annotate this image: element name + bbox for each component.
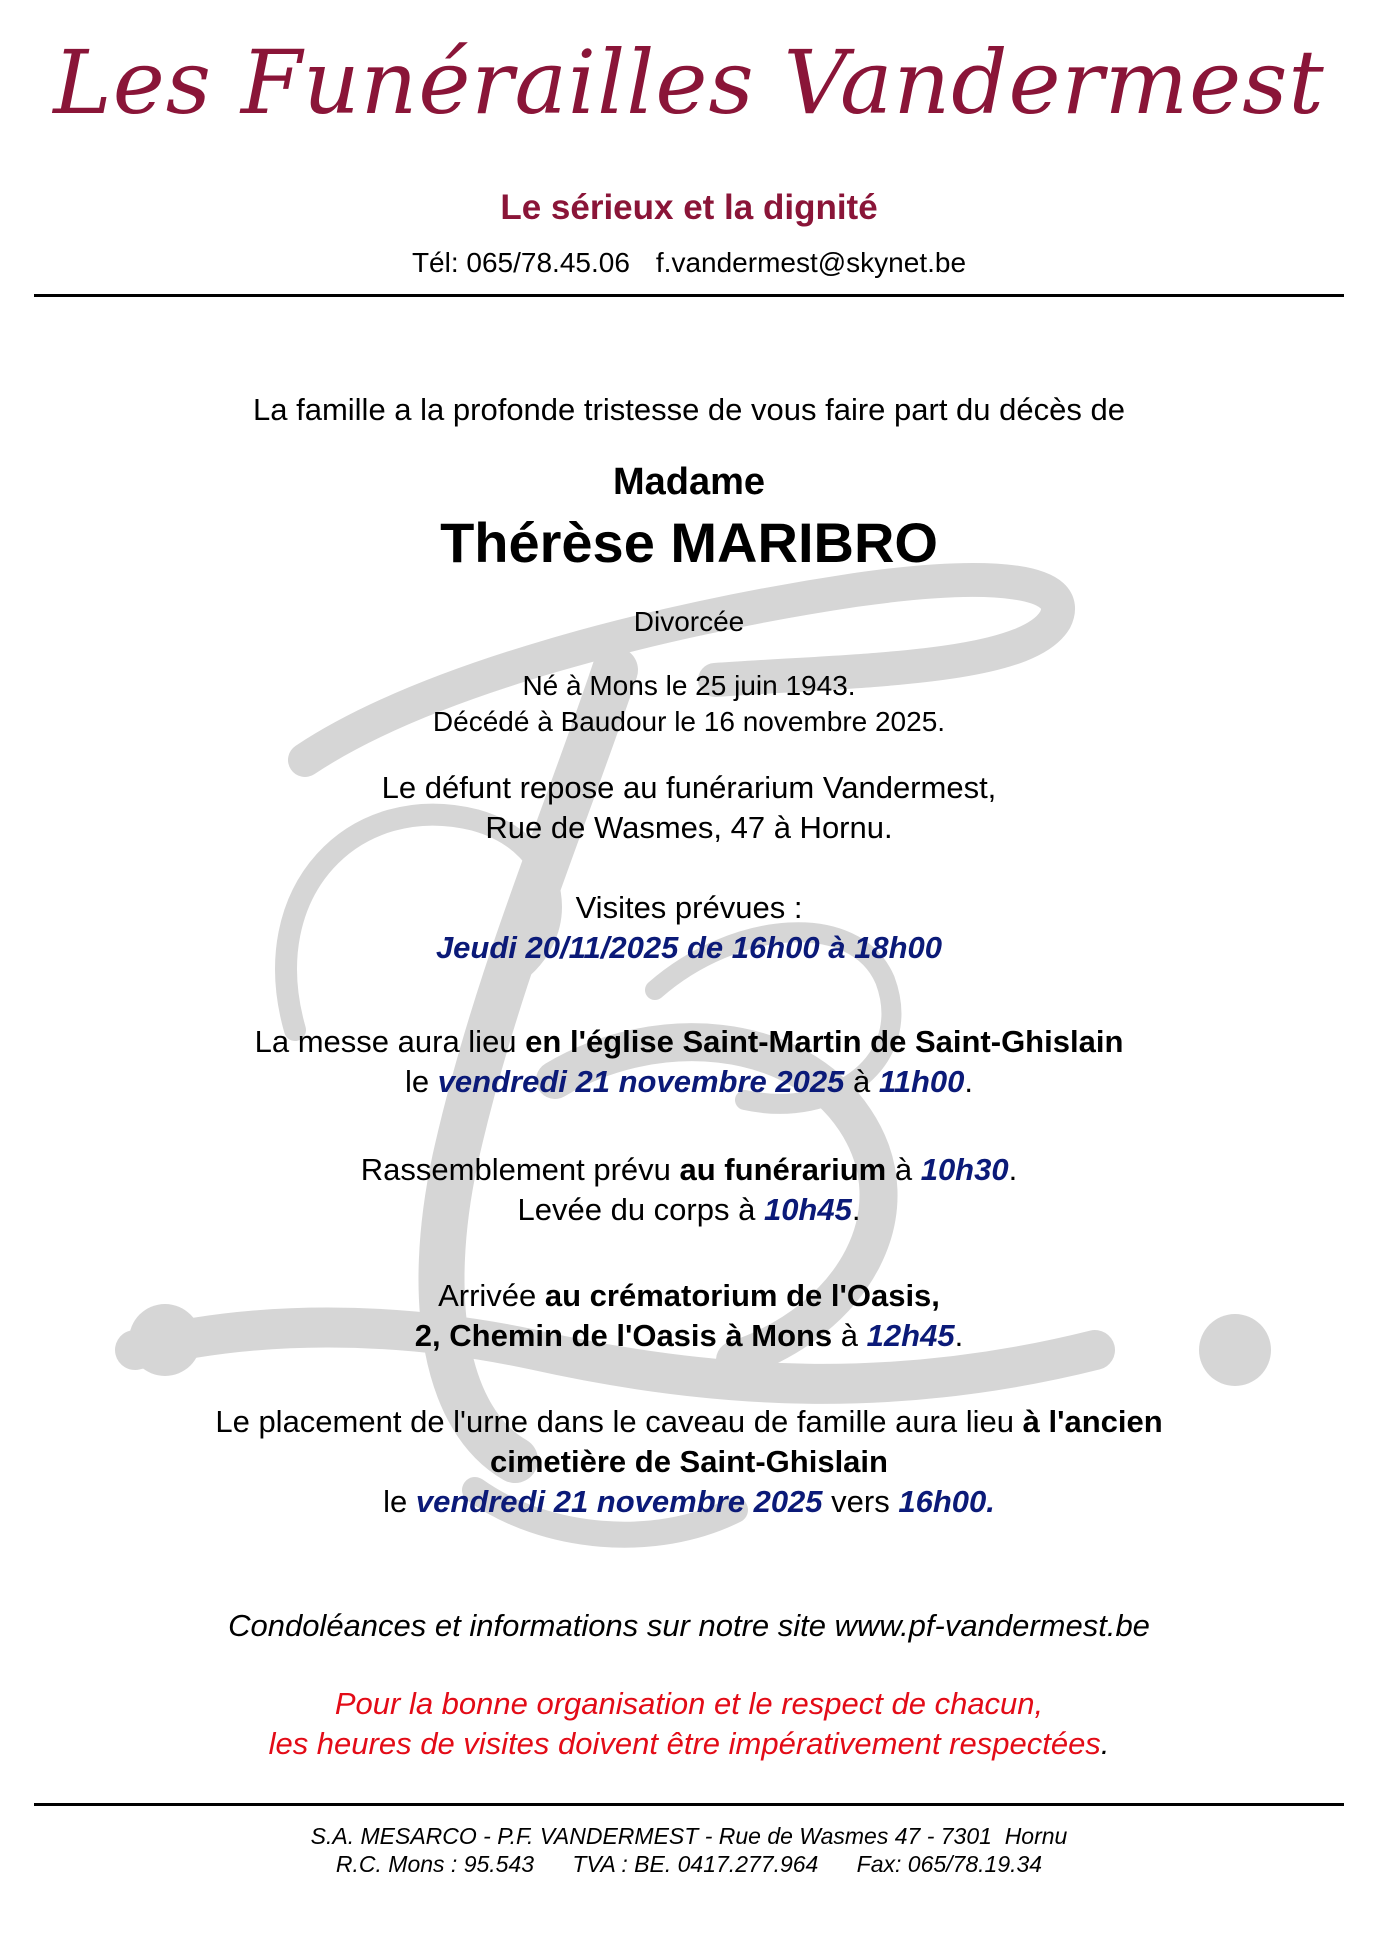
repose-line-2: Rue de Wasmes, 47 à Hornu. [485,810,893,845]
gathering-text-a: à [886,1152,921,1187]
mass-line-2 [0,1062,1378,1102]
footer-registration-line: R.C. Mons : 95.543 TVA : BE. 0417.277.964 Fax: 065/78.19.34 [335,1851,1043,1877]
mass-end: . [964,1064,974,1099]
crematorium-address: 2, Chemin de l'Oasis à Mons [414,1318,833,1353]
body-lift-time: 10h45 [763,1192,852,1227]
notice-end: . [1100,1726,1110,1761]
slogan: Le sérieux et la dignité [500,188,878,227]
gathering-place: au funérarium [679,1152,887,1187]
crematorium-line-2 [0,1316,1378,1356]
mass-text: La messe aura lieu [254,1024,526,1059]
urn-date: vendredi 21 novembre 2025 [415,1484,823,1519]
gathering-text: Rassemblement prévu [360,1152,680,1187]
gathering-time: 10h30 [920,1152,1009,1187]
mass-date: vendredi 21 novembre 2025 [437,1064,845,1099]
crematorium-time: 12h45 [866,1318,955,1353]
header-divider [34,294,1344,297]
death-info: Décédé à Baudour le 16 novembre 2025. [432,706,946,737]
contact-line [0,247,1378,279]
mass-text-a: à [844,1064,879,1099]
urn-place-2: cimetière de Saint-Ghislain [490,1444,888,1479]
footer-company-line: S.A. MESARCO - P.F. VANDERMEST - Rue de Wasmes 47 - 7301 Hornu [310,1823,1068,1849]
funeral-home-title: Les Funérailles Vandermest [53,31,1325,134]
gathering-line-1 [0,1150,1378,1190]
notice-line-1: Pour la bonne organisation et le respect de chacun, [334,1686,1044,1721]
crematorium-end: . [954,1318,964,1353]
body-lift-end: . [851,1192,861,1227]
mass-place: en l'église Saint-Martin de Saint-Ghislain [525,1024,1124,1059]
crematorium-line-1 [0,1276,1378,1316]
mass-text-le: le [404,1064,438,1099]
urn-text-vers: vers [822,1484,899,1519]
urn-place-1: à l'ancien [1022,1404,1163,1439]
urn-text: Le placement de l'urne dans le caveau de famille aura lieu [215,1404,1023,1439]
crematorium-place: au crématorium de l'Oasis, [544,1278,940,1313]
mass-line-1 [0,1022,1378,1062]
mass-time: 11h00 [878,1064,965,1099]
visits-schedule: Jeudi 20/11/2025 de 16h00 à 18h00 [435,930,943,965]
email-address: f.vandermest@skynet.be [655,247,967,278]
urn-line-2 [0,1442,1378,1482]
urn-text-le: le [383,1484,416,1519]
birth-info: Né à Mons le 25 juin 1943. [522,670,856,701]
body-lift-text: Levée du corps à [517,1192,764,1227]
gathering-line-2 [0,1190,1378,1230]
urn-time: 16h00. [898,1484,995,1519]
crematorium-text: Arrivée [438,1278,545,1313]
urn-line-1 [0,1402,1378,1442]
gathering-end: . [1008,1152,1018,1187]
salutation: Madame [612,461,766,503]
repose-line-1: Le défunt repose au funérarium Vandermest, [381,770,997,805]
notice-text: les heures de visites doivent être impérativement respectées [268,1726,1101,1761]
intro-text: La famille a la profonde tristesse de vous faire part du décès de [253,392,1125,427]
crematorium-text-a: à [832,1318,867,1353]
visits-label: Visites prévues : [575,890,803,925]
marital-status: Divorcée [633,606,745,637]
notice-line-2 [0,1724,1378,1764]
condolences-text: Condoléances et informations sur notre site www.pf-vandermest.be [228,1608,1150,1643]
deceased-name: Thérèse MARIBRO [440,511,938,574]
footer-divider [34,1803,1344,1806]
phone-number: Tél: 065/78.45.06 [411,247,630,278]
urn-line-3 [0,1482,1378,1522]
